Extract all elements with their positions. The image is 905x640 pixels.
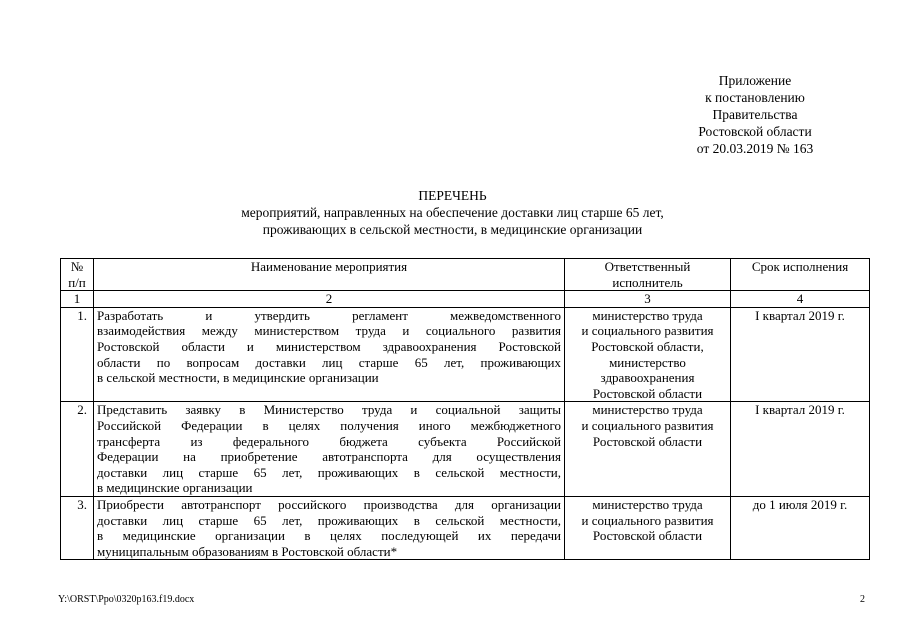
responsible-line: и социального развития [581,417,714,433]
header-deadline-text: Срок исполнения [751,259,849,274]
measure-line: Федерации на приобретение автотранспорта для осуществления [97,449,561,465]
table-row [61,402,870,497]
responsible-line: Ростовской области [592,528,703,544]
row-deadline [731,496,870,559]
responsible-line: министерство [609,354,686,370]
measure-line: Приобрести автотранспорт российского производства для организации [97,496,561,512]
header-num [61,259,94,291]
column-number-row [61,291,870,308]
measure-line: взаимодействия между министерством труда и социального развития [97,323,561,339]
table-row [61,307,870,402]
row-responsible [565,402,731,497]
footer-page-number: 2 [860,594,865,605]
row-number: 1. [61,307,94,402]
col-number: 4 [731,291,870,308]
row-measure-name [94,307,565,402]
deadline-text: до 1 июля 2019 г. [752,496,848,512]
title-line: проживающих в сельской местности, в медицинские организации [262,222,643,237]
measure-line: Ростовской области и министерством здравоохранения Ростовской [97,338,561,354]
row-measure-name [94,496,565,559]
header-name [94,259,565,291]
header-responsible [565,259,731,291]
row-responsible [565,496,731,559]
measure-line: области по вопросам доставки лиц старше 65 лет, проживающих [97,354,561,370]
row-deadline [731,402,870,497]
title-line: мероприятий, направленных на обеспечение доставки лиц старше 65 лет, [241,205,664,220]
responsible-line: министерство труда [592,496,703,512]
responsible-line: министерство труда [592,307,703,323]
measure-line: доставки лиц старше 65 лет, проживающих в сельской местности, [97,464,561,480]
row-measure-name [94,402,565,497]
row-number: 2. [61,402,94,497]
measure-line: доставки лиц старше 65 лет, проживающих в сельской местности, [97,512,561,528]
col-number: 3 [565,291,731,308]
table-row [61,496,870,559]
deadline-text: I квартал 2019 г. [755,307,845,323]
appendix-block [660,72,850,157]
responsible-line: и социального развития [581,512,714,528]
header-num-line: № [70,259,84,274]
header-num-line: п/п [68,274,86,290]
responsible-line: здравоохранения [600,370,695,386]
footer-file-path: Y:\ORST\Ppo\0320p163.f19.docx [58,594,195,605]
measure-line: в медицинские организации в целях последующей их передачи [97,528,561,544]
responsible-line: Ростовской области [592,385,703,401]
appendix-line: от 20.03.2019 № 163 [696,141,814,156]
appendix-line: Ростовской области [698,124,812,139]
appendix-line: Приложение [718,73,792,88]
header-deadline [731,259,870,291]
measure-line: Российской Федерации в целях получения иного межбюджетного [97,417,561,433]
col-number: 1 [61,291,94,308]
measure-line: Представить заявку в Министерство труда и социальной защиты [97,402,561,418]
measure-line: трансферта из федерального бюджета субъекта Российской [97,433,561,449]
responsible-line: и социального развития [581,323,714,339]
responsible-line: министерство труда [592,402,703,418]
measure-line: в сельской местности, в медицинские организации [97,370,379,386]
document-title [150,187,755,238]
appendix-line: Правительства [712,107,798,122]
col-number: 2 [94,291,565,308]
measure-line: муниципальным образованиям в Ростовской области* [97,543,398,559]
deadline-text: I квартал 2019 г. [755,402,845,418]
row-responsible [565,307,731,402]
measures-table [60,258,870,560]
appendix-line: к постановлению [705,90,805,105]
measure-line: Разработать и утвердить регламент межведомственного [97,307,561,323]
row-deadline [731,307,870,402]
header-name-text: Наименование мероприятия [250,259,408,274]
measure-line: в медицинские организации [97,480,253,496]
row-number: 3. [61,496,94,559]
title-heading: ПЕРЕЧЕНЬ [418,188,487,203]
responsible-line: Ростовской области [592,433,703,449]
responsible-line: Ростовской области, [591,338,704,354]
table-header-row [61,259,870,291]
header-responsible-line: Ответственный [604,259,691,274]
header-responsible-line: исполнитель [612,274,683,290]
